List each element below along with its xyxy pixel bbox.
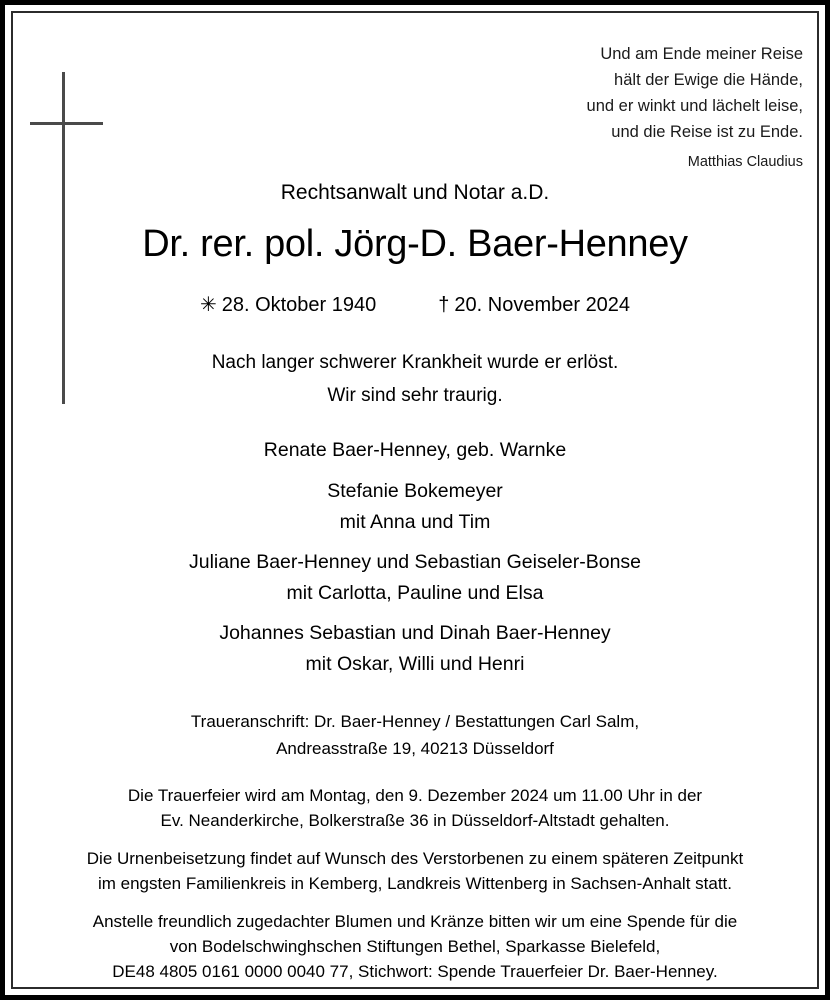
donation-line-2: von Bodelschwinghschen Stiftungen Bethel, Sparkasse Bielefeld, [169, 937, 661, 956]
survivor-secondary: mit Anna und Tim [339, 511, 491, 533]
mourning-address-line-1: Traueranschrift: Dr. Baer-Henney / Bestattungen Carl Salm, [190, 712, 640, 731]
donation-line-1: Anstelle freundlich zugedachter Blumen und Kränze bitten wir um eine Spende für die [92, 912, 738, 931]
burial-line-1: Die Urnenbeisetzung findet auf Wunsch des Verstorbenen zu einem späteren Zeitpunkt [86, 849, 744, 868]
cross-horizontal-bar [30, 122, 103, 125]
survivor-primary: Renate Baer-Henney, geb. Warnke [263, 439, 567, 461]
statement-block [13, 346, 817, 412]
birth-date: 28. Oktober 1940 [221, 294, 377, 316]
epigraph-poem [343, 41, 803, 145]
funeral-service-paragraph [13, 783, 817, 833]
survivor-group [13, 435, 817, 466]
epigraph-line-4: und die Reise ist zu Ende. [611, 123, 803, 141]
survivor-group [13, 547, 817, 608]
survivor-primary: Juliane Baer-Henney und Sebastian Geiseler-Bonse [188, 551, 642, 573]
survivor-secondary: mit Carlotta, Pauline und Elsa [286, 582, 544, 604]
death-dagger-icon: † [438, 294, 450, 316]
birth-star-icon: ✳ [199, 294, 217, 316]
deceased-name: Dr. rer. pol. Jörg-D. Baer-Henney [142, 223, 688, 265]
death-date-group [438, 294, 630, 316]
donation-line-3: DE48 4805 0161 0000 0040 77, Stichwort: Spende Trauerfeier Dr. Baer-Henney. [112, 962, 718, 981]
funeral-service-line-1: Die Trauerfeier wird am Montag, den 9. Dezember 2024 um 11.00 Uhr in der [127, 786, 703, 805]
death-date: 20. November 2024 [454, 294, 631, 316]
burial-paragraph [13, 846, 817, 896]
epigraph-attribution: Matthias Claudius [687, 154, 803, 170]
funeral-service-line-2: Ev. Neanderkirche, Bolkerstraße 36 in Düsseldorf-Altstadt gehalten. [160, 811, 670, 830]
burial-line-2: im engsten Familienkreis in Kemberg, Landkreis Wittenberg in Sachsen-Anhalt statt. [97, 874, 733, 893]
survivor-group [13, 618, 817, 679]
statement-line-1: Nach langer schwerer Krankheit wurde er erlöst. [211, 352, 619, 373]
survivor-group [13, 476, 817, 537]
deceased-profession: Rechtsanwalt und Notar a.D. [280, 181, 550, 204]
notice-content [13, 13, 817, 987]
mourning-address-block [13, 708, 817, 762]
survivor-primary: Johannes Sebastian und Dinah Baer-Henney [219, 622, 611, 644]
statement-line-2: Wir sind sehr traurig. [327, 385, 503, 406]
survivor-secondary: mit Oskar, Willi und Henri [305, 653, 525, 675]
donation-paragraph [13, 909, 817, 984]
survivor-primary: Stefanie Bokemeyer [327, 480, 503, 502]
epigraph-line-3: und er winkt und lächelt leise, [586, 97, 803, 115]
life-dates [13, 291, 817, 319]
mourning-address-line-2: Andreasstraße 19, 40213 Düsseldorf [276, 739, 554, 758]
survivors-list [13, 435, 817, 679]
details-block [13, 783, 817, 984]
epigraph-line-1: Und am Ende meiner Reise [600, 45, 803, 63]
epigraph-line-2: hält der Ewige die Hände, [614, 71, 803, 89]
birth-date-group [200, 294, 376, 316]
